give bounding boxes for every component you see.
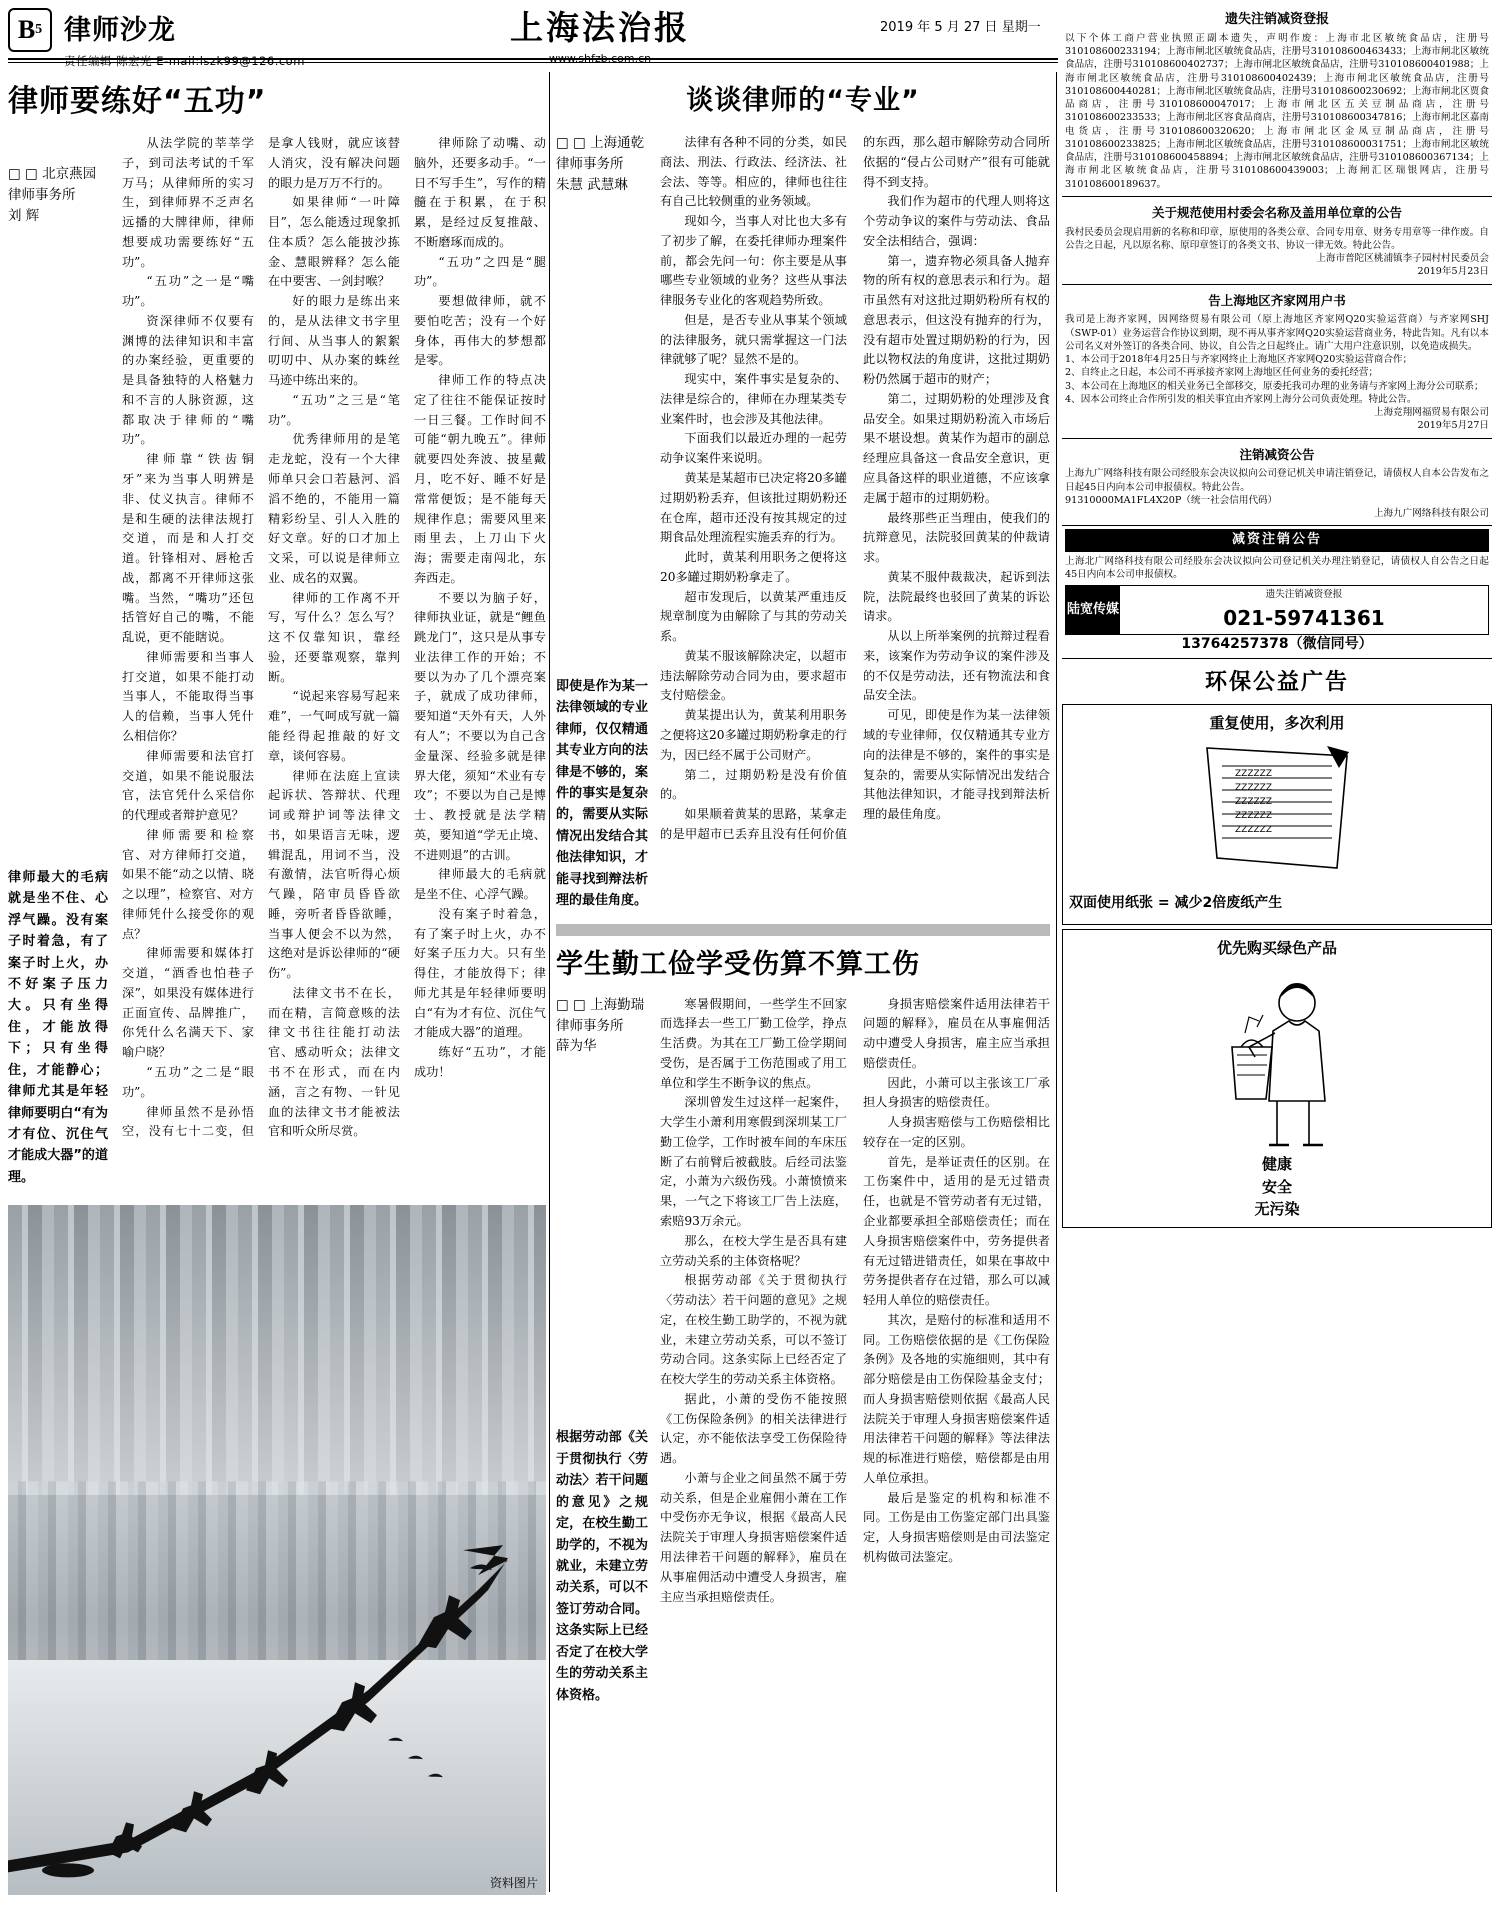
article1-p5: 律师需要和检察官、对方律师打交道，如果不能“动之以情、晓之以理”，检察官、对方律师凭什么接受你的观点？ [122,827,254,941]
service-phone-number[interactable]: 021-59741361 [1223,605,1385,630]
paper-nameplate [455,2,745,65]
masthead-rule-thin [8,62,1058,63]
notice3-body: 上海九广网络科技有限公司经股东会决议拟向公司登记机关申请注销登记，请债权人自本公告发布之日起45日内向本公司申报债权。特此公告。 [1065,468,1489,493]
ad-village-seal-notice[interactable] [1062,197,1492,285]
psa-card-paper [1062,704,1492,925]
article1-q3: 法律文书不在长，而在精，言简意赅的法律文书往往能打动法官、感动听众；法律文书不在形式，而在内涵，言之有物、一针见血的法律文书才能被法官和听众所尽赏。 [268,985,400,1139]
psa-slogan-4-l1: 安全 [1261,1177,1292,1196]
article2-q7: 从以上所举案例的抗辩过程看来，该案作为劳动争议的案件涉及的不仅是劳动法，还有物流法和食品安全法。 [863,629,1050,703]
article3-byline-0: □ □ 上海勤瑞 [556,995,648,1016]
article1-photo [8,1205,546,1895]
article3-p5: 小萧与企业之间虽然不属于劳动关系，但是企业雇佣小萧在工作中受伤亦无争议，根据《最高人民法院关于审理人身损害赔偿案件适用法律若干问题的解释》，雇员在从事雇佣活动中遭受人身损害，雇主应当承担赔偿责任。 [660,1470,847,1604]
notice1-title: 关于规范使用村委会名称及盖用单位章的公告 [1151,204,1402,220]
article-qingong [556,942,1050,1706]
article2-body [660,133,1050,845]
article2-p1: 现如今，当事人对比也大多有了初步了解，在委托律师办理案件前，都会先问一句：你主要是从事哪些专业领域的业务？这些从事法律服务专业化的客观趋势所致。 [660,214,847,308]
article1-q11: 练好“五功”，才能成功！ [414,1045,546,1079]
article1-byline-1: 律师事务所 [8,186,76,203]
article1-p12: 优秀律师用的是笔走龙蛇，没有一个大律师单只会口若悬河、滔滔不绝的，不能用一篇精彩纷呈、引人入胜的好文章。好的口才加上文采，可以说是律师立业、成名的双翼。 [268,432,400,585]
publish-date: 2019 年 5 月 27 日 星期一 [880,20,1041,35]
article1-p11: “五功”之三是“笔功”。 [268,392,400,427]
article2-p3: 现实中，案件事实是复杂的、法律是综合的，律师在办理某类专业案件时，也会涉及其他法律。 [660,372,847,426]
classified-ads-rail [1062,4,1492,1228]
article1-body [122,134,546,1142]
paper-title: 上海法治报 [510,8,690,47]
article1-p2: 律师靠“铁齿铜牙”来为当事人明辨是非、仗义执言。律师不是和生硬的法律法规打交道，而是和人打交道。针锋相对、唇枪舌战，都离不开律师这张嘴。当然，“嘴功”还包括管好自己的嘴，不能乱说，更不能瞎说。 [122,452,254,645]
article3-q0: 身损害赔偿案件适用法律若干问题的解释》，雇员在从事雇佣活动中遭受人身损害，雇主应当承担赔偿责任。 [863,996,1050,1070]
ad-qijia-users-notice[interactable] [1062,285,1492,439]
article3-headline: 学生勤工俭学受伤算不算工伤 [556,948,920,980]
notice2-title: 告上海地区齐家网用户书 [1208,292,1346,308]
article1-p3: 律师需要和当事人打交道，如果不能打动当事人，不能取得当事人的信赖，当事人凭什么相信你？ [122,649,254,743]
article1-q7: 律师工作的特点决定了往往不能保证按时一日三餐。工作时间不可能“朝九晚五”。律师就要四处奔波、披星戴月，吃不好、睡不好是常常便饭；是不能每天规律作息；需要风里来雨里去，上刀山下火海；需要走南闯北，东奔西走。 [414,373,546,585]
article2-q8: 可见，即使是作为某一法律领域的专业律师，仅仅精通其专业方向的法律是不够的，案件的事实是复杂的，需要从实际情况出发结合其他法律知识，才能寻找到辩法析理的最佳角度。 [863,708,1050,822]
svg-text:ZZZZZZ: ZZZZZZ [1235,769,1272,780]
article2-p7: 超市发现后，以黄某严重违反规章制度为由解除了与其的劳动关系。 [660,589,847,644]
article2-p2: 但是，是否专业从事某个领域的法律服务，就只需掌握这一门法律就够了呢？显然不是的。 [660,312,847,367]
notice1-body: 我村民委员会现启用新的名称和印章，原使用的各类公章、合同专用章、财务专用章等一律作废。自公告之日起，凡以原名称、原印章签订的各类文书、协议一律无效。特此公告。 [1065,226,1489,251]
article2-pullquote: 即使是作为某一法律领域的专业律师，仅仅精通其专业方向的法律是不够的，案件的事实是复杂的，需要从实际情况出发结合其他法律知识，才能寻找到辩法析理的最佳角度。 [556,678,648,909]
article2-p8: 黄某不服该解除决定，以超市违法解除劳动合同为由，要求超市支付赔偿金。 [660,648,847,703]
notice2-sign2: 2019年5月27日 [1417,420,1489,432]
psa-title: 环保公益广告 [1204,669,1349,695]
psa-slogan-4-l0: 健康 [1261,1155,1292,1174]
article3-q5: 最后是鉴定的机构和标准不同。工伤是由工伤鉴定部门出具鉴定，人身损害赔偿则是由司法鉴定机构做司法鉴定。 [863,1490,1050,1565]
article2-p0: 法律有各种不同的分类，如民商法、刑法、行政法、经济法、社会法、等等。相应的，律师也往往有自己比较侧重的业务领域。 [660,135,847,209]
article1-lead: 从法学院的莘莘学子，到司法考试的千军万马；从律师所的实习生，到律师界不乏声名远播的大牌律师，律师想要成功需要练好“五功”。 [122,136,254,269]
article2-q6: 黄某不服仲裁裁决，起诉到法院，法院最终也驳回了黄某的诉讼请求。 [863,569,1050,624]
article1-p7: “五功”之二是“眼功”。 [122,1064,254,1099]
article2-q2: 我们作为超市的代理人则将这个劳动争议的案件与劳动法、食品安全法相结合，强调： [863,194,1050,248]
article2-byline-1: 律师事务所 [556,155,624,172]
article2-q3: 第一，遗弃物必须具备人抛弃物的所有权的意思表示和行为。超市虽然有对这批过期奶粉所有权的意思表示，但这没有抛弃的行为，没有超市处置过期奶粉的行为，因此以物权法的角度讲，这批过期奶粉仍然属于超市的财产； [863,253,1050,387]
svg-text:ZZZZZZ: ZZZZZZ [1235,811,1272,822]
psa-slogan-1: 重复使用，多次利用 [1209,714,1345,733]
badge-number: 5 [35,22,43,37]
article1-q5: “五功”之四是“腿功”。 [414,254,546,289]
article3-q3: 首先，是举证责任的区别。在工伤案件中，适用的是无过错责任，也就是不管劳动者有无过错，企业都要承担全部赔偿责任；而在人身损害赔偿案件中，劳务提供者有无过错进错责任，如果在事故中劳务提供者存在过错，那么可以减轻用人单位的赔偿责任。 [863,1154,1050,1308]
article1-q8: 不要以为脑子好，律师执业证，就是“鲤鱼跳龙门”，这只是从事专业法律工作的开始；不要以为办了几个漂亮案子，就成了成功律师，要知道“天外有天，人外有人”；不要以为自己含金量深、经验多就是律界大佬，须知“术业有专攻”；不要以为自己是博士、教授就是法学精英，要知道“学无止境、不进则退”的古训。 [414,590,546,862]
badge-letter: B [17,15,36,44]
notice2-point-1: 2、自终止之日起，本公司不再承接齐家网上海地区任何业务的委托经营； [1065,367,1379,379]
psa-slogan-2: 双面使用纸张 = 减少2倍废纸产生 [1069,895,1283,912]
article3-byline-2: 薛为华 [556,1038,597,1055]
photo-silhouettes [8,1440,546,1895]
ad-service-box[interactable] [1062,526,1492,658]
column-divider-1 [549,72,550,1892]
article3-q4: 其次，是赔付的标准和适用不同。工伤赔偿依据的是《工伤保险条例》及各地的实施细则，其中有部分赔偿是由工伤保险基金支付；而人身损害赔偿则依据《最高人民法院关于审理人身损害赔偿案件适用法律若干问题的解释》等法律法规的标准进行赔偿，赔偿都是由用人单位承担。 [863,1312,1050,1485]
article2-q1: 如果顺着黄某的思路，某拿走的是甲超市已丢弃且没有任何价值的东西，那么超市解除劳动合同所依据的“侵占公司财产”很有可能就得不到支持。 [660,135,1050,841]
article2-p4: 下面我们以最近办理的一起劳动争议案件来说明。 [660,431,847,466]
editor-line: 责任编辑 陈宏光 E-mail:lszk99@126.com [64,54,305,68]
article3-p2: 那么，在校大学生是否具有建立劳动关系的主体资格呢？ [660,1233,847,1268]
article2-p10: 黄某提出认为，黄某利用职务之便将这20多罐过期奶粉拿走的行为，因已经不属于公司财产。 [660,708,847,762]
article1-q10: 没有案子时着急，有了案子时上火，办不好案子压力大。只有坐得住，才能放得下；律师尤其是年轻律师要明白“有为才有位、沉住气才能成大器”的道理。 [414,906,546,1040]
article3-p1: 深圳曾发生过这样一起案件，大学生小萧利用寒假到深圳某工厂勤工俭学，工作时被车间的车床压断了右前臂后被截肢。后经司法鉴定，小萧为六级伤残。小萧愤愤来果，一气之下将该工厂告上法庭，索赔93万余元。 [660,1095,847,1228]
notice1-sign1: 上海市普陀区桃浦镇李子园村村民委员会 [1316,253,1489,265]
service-brand-name: 陆宽传媒 [1066,602,1119,618]
article1-headline: 律师要练好“五功” [8,84,267,119]
article1-q0: 律师的工作离不开写，写什么？怎么写？这不仅靠知识，靠经验，还要靠观察，靠判断。 [268,590,400,684]
notice2-point-0: 1、本公司于2018年4月25日与齐家网终止上海地区齐家网Q20实验运营商合作； [1065,354,1413,366]
article2-headline: 谈谈律师的“专业” [686,85,920,116]
service-phone-box[interactable] [1065,585,1489,635]
svg-text:ZZZZZZ: ZZZZZZ [1235,783,1272,794]
article2-p6: 此时，黄某利用职务之便将这20多罐过期奶粉拿走了。 [660,550,847,584]
article3-q2: 人身损害赔偿与工伤赔偿相比较存在一定的区别。 [863,1115,1050,1149]
article3-p0: 寒暑假期间，一些学生不回家而选择去一些工厂勤工俭学，挣点生活费。为其在工厂勤工俭学期间受伤，是否属于工伤范围或了用工单位和学生不断争议的焦点。 [660,996,847,1090]
psa-shopper-illustration [1069,963,1485,1153]
article-zhuanye [556,78,1050,912]
column-divider-2 [1056,72,1057,1892]
article1-p10: 好的眼力是练出来的，是从法律文书字里行间、从当事人的絮絮叨叨中、从办案的蛛丝马迹中练出来的。 [268,294,400,388]
article1-p4: 律师需要和法官打交道，如果不能说服法官，法官凭什么采信你的代理或者辩护意见？ [122,748,254,823]
middle-column [556,72,1050,1706]
notice3-title: 注销减资公告 [1239,446,1315,462]
article1-p1: 资深律师不仅要有渊博的法律知识和丰富的办案经验，更重要的是具备独特的人格魅力和不言的人脉资源，这都取决于律师的“嘴功”。 [122,313,254,447]
service-wechat-number[interactable]: 13764257378（微信同号） [1181,635,1373,652]
article2-p5: 黄某是某超市已决定将20多罐过期奶粉丢弃，但该批过期奶粉还在仓库，超市还没有按其规定的过期食品处理流程实施丢弃的行为。 [660,471,847,545]
notice1-sign2: 2019年5月23日 [1417,266,1489,278]
psa-slogan-3: 优先购买绿色产品 [1216,939,1337,958]
article-wuyong [8,72,546,1188]
paper-url[interactable]: www.shfzb.com.cn [548,52,652,65]
svg-text:ZZZZZZ: ZZZZZZ [1235,797,1272,808]
article2-q0: 第二，过期奶粉是没有价值的。 [660,767,847,802]
article3-p3: 根据劳动部《关于贯彻执行〈劳动法〉若干问题的意见》之规定，在校生勤工助学的，不视为就业，未建立劳动关系，可以不签订劳动合同。这条实际上已经否定了在校大学生的劳动关系主体资格。 [660,1273,847,1387]
service-box-text: 上海北广网络科技有限公司经股东会决议拟向公司登记机关办理注销登记，请债权人自公告之日起45日内向本公司申报债权。 [1065,555,1489,581]
article1-q9: 律师最大的毛病就是坐不住、心浮气躁。 [414,867,546,902]
article3-p4: 据此，小萧的受伤不能按照《工伤保险条例》的相关法律进行认定，亦不能依法享受工伤保险待遇。 [660,1391,847,1466]
article3-pullquote: 根据劳动部《关于贯彻执行〈劳动法〉若干问题的意见》之规定，在校生勤工助学的，不视为就业，未建立劳动关系，可以不签订劳动合同。这条实际上已经否定了在校大学生的劳动关系主体资格。 [556,1430,648,1703]
psa-slogan-4-l2: 无污染 [1254,1200,1300,1219]
article1-p6: 律师需要和媒体打交道，“酒香也怕巷子深”，如果没有媒体进行正面宣传、品牌推广，你凭什么名满天下、家喻户晓？ [122,946,254,1060]
article1-byline-0: □ □ 北京燕园 [8,164,108,185]
article2-q4: 第二，过期奶粉的处理涉及食品安全。如果过期奶粉流入市场后果不堪设想。黄某作为超市的副总经理应具备这一食品安全意识，更应具备这样的职业道德，不应该拿走属于超市的过期奶粉。 [863,391,1050,505]
article1-p0: “五功”之一是“嘴功”。 [122,274,254,309]
article1-p9: 如果律师“一叶障目”，怎么能透过现象抓住本质？怎么能披沙拣金、慧眼辨释？怎么能在中要害、一剑封喉？ [268,195,400,289]
article1-q4: 律师除了动嘴、动脑外，还要多动手。“一日不写手生”，写作的精髓在于积累，在于积累，是经过反复推敲、不断磨琢而成的。 [414,136,546,249]
ad-lost-license-title: 遗失注销减资登报 [1224,12,1329,27]
service-brand-label [1066,586,1120,634]
psa-card-green-products [1062,929,1492,1228]
section-title: 律师沙龙 [64,15,176,46]
article-separator-band [556,924,1050,936]
article3-q1: 因此，小萧可以主张该工厂承担人身损害的赔偿责任。 [863,1075,1050,1110]
notice3-company: 上海九广网络科技有限公司 [1373,508,1489,520]
notice2-sign1: 上海竞翔网福贸易有限公司 [1373,407,1489,419]
notice3-code: 91310000MA1FL4X20P（统一社会信用代码） [1065,494,1278,506]
article1-byline-2: 刘 辉 [8,207,40,224]
article1-q2: 律师在法庭上宣读起诉状、答辩状、代理词或辩护词等法律文书，如果语言无味，逻辑混乱，用词不当，没有激情，法官听得心烦气躁，陪审员昏昏欲睡，旁听者昏昏欲睡，当事人便会不以为然，这绝对是诉讼律师的“硬伤”。 [268,768,400,981]
article1-q1: “说起来容易写起来难”，一气呵成写就一篇能经得起推敲的好文章，谈何容易。 [268,689,400,763]
article2-byline-0: □ □ 上海通乾 [556,133,648,154]
psa-shopper-svg [1069,963,1485,1153]
notice2-point-3: 4、因本公司终止合作所引发的相关事宜由齐家网上海分公司负责处理。特此公告。 [1065,393,1417,405]
ad-lost-license[interactable] [1062,4,1492,197]
article1-p8: 律师虽然不是孙悟空，没有七十二变，但是拿人钱财，就应该替人消灾，没有解决问题的眼力是万万不行的。 [122,136,400,1139]
psa-block [1062,667,1492,1228]
article1-pullquote: 律师最大的毛病就是坐不住、心浮气躁。没有案子时着急，有了案子时上火，办不好案子压力大。只有坐得住，才能放得下；只有坐得住，才能静心；律师尤其是年轻律师要明白“有为才有位、沉住气才能成大器”的道理。 [8,869,108,1185]
masthead-rule [8,58,1058,60]
service-box-header: 减资注销公告 [1065,529,1489,551]
article3-body [660,995,1050,1608]
article2-q5: 最终那些正当理由，使我们的抗辩意见，法院驳回黄某的仲裁请求。 [863,510,1050,565]
psa-slogan-4 [1069,1153,1485,1221]
service-sub-label: 遗失注销减资登报 [1265,589,1343,601]
photo-caption: 资料图片 [489,1876,538,1890]
notice2-point-2: 3、本公司在上海地区的相关业务已全部移交，原委托我司办理的业务请与齐家网上海分公司联系； [1065,380,1484,392]
article1-q6: 要想做律师，就不要怕吃苦；没有一个好身体，再伟大的梦想都是零。 [414,294,546,368]
notice2-body: 我司是上海齐家网，因网络贸易有限公司（原上海地区齐家网Q20实验运营商）与齐家网SHJ（SWP-01）业务运营合作协议到期，现不再从事齐家网Q20实验运营商业务，特此告知。凡有以本公司名义对外签订的各类合同、协议，自公告之日起终止。请广大用户注意识别，以免造成损失。 [1065,314,1489,352]
psa-paper-illustration [1069,738,1485,888]
ad-cancellation-notice[interactable] [1062,439,1492,527]
psa-paper-svg [1069,738,1485,888]
ad-lost-license-body: 以下个体工商户营业执照正副本遗失，声明作废：上海市北区敏统食品店，注册号310108600233194；上海市闸北区敏统食品店，注册号310108600463433；上海市闸北区敏统食品店，注册号310108600402737；上海市闸北区敏统食品店，注册号310108600401988；上海市闸北区敏统食品店，注册号310108600402439；上海市闸北区敏统食品店，注册号310108600440281；上海市闸北区敏统食品店，注册号310108600230692；上海市闸北区贾食品商店，注册号310108600047017；上海市闸北区五关豆制品商店，注册号310108600233533；上海市闸北区容食品商店，注册号310108600347816；上海市闸北区嘉南电货店，注册号310108600320620；上海市闸北区金凤豆制品商店，注册号310108600233825；上海市闸北区敏统食品店，注册号310108600031751；上海市闸北区敏统食品店，注册号310108600458894；上海市闸北区敏统食品店，注册号310108600367134；上海市闸北区敏统食品店，注册号310108600439003；上海闸汇区瑞银网店，注册号310108600189637。 [1065,32,1489,190]
article2-byline-2: 朱慧 武慧琳 [556,176,628,193]
section-badge [8,8,52,52]
article3-byline-1: 律师事务所 [556,1017,624,1034]
svg-text:ZZZZZZ: ZZZZZZ [1235,825,1272,836]
